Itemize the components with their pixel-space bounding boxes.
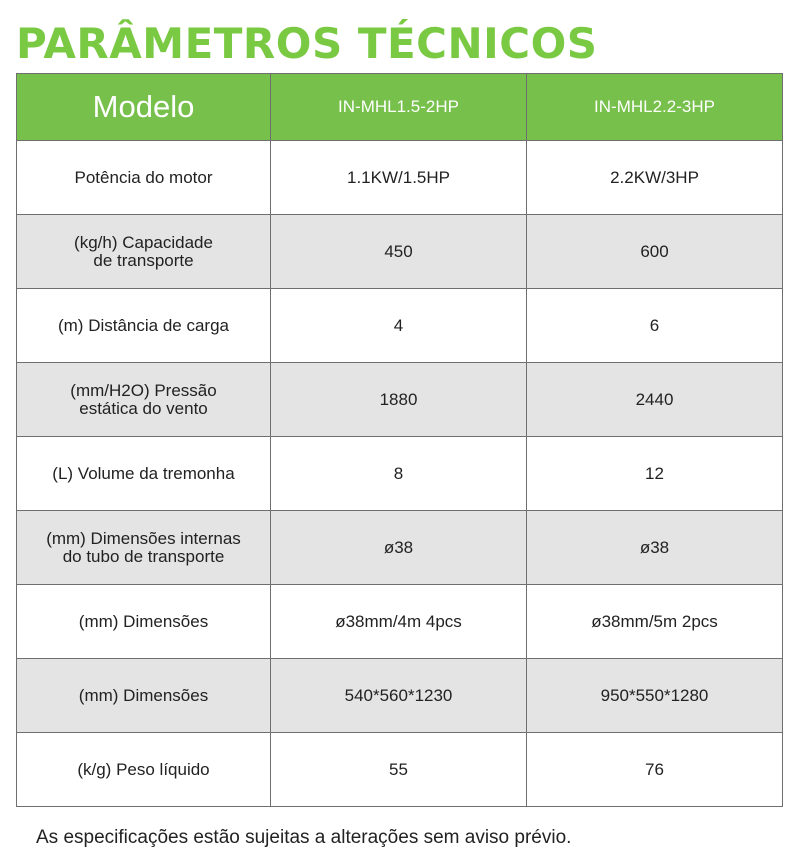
row-value: 76 — [527, 733, 783, 807]
row-value: 540*560*1230 — [271, 659, 527, 733]
row-value: 4 — [271, 289, 527, 363]
row-value: 12 — [527, 437, 783, 511]
table-row — [17, 437, 783, 511]
row-value: 600 — [527, 215, 783, 289]
table-row — [17, 363, 783, 437]
row-value: 6 — [527, 289, 783, 363]
table-row — [17, 511, 783, 585]
row-value: ø38 — [271, 511, 527, 585]
row-value: 950*550*1280 — [527, 659, 783, 733]
header-model-1: IN-MHL1.5-2HP — [271, 74, 527, 141]
header-model-2: IN-MHL2.2-3HP — [527, 74, 783, 141]
specs-table — [16, 73, 783, 807]
row-label: (mm) Dimensões internas do tubo de transporte — [17, 511, 271, 585]
row-label: Potência do motor — [17, 141, 271, 215]
row-value: 1880 — [271, 363, 527, 437]
page-title: PARÂMETROS TÉCNICOS — [16, 19, 598, 68]
row-value: 2.2KW/3HP — [527, 141, 783, 215]
row-label: (kg/h) Capacidade de transporte — [17, 215, 271, 289]
row-label: (mm) Dimensões — [17, 659, 271, 733]
row-value: 1.1KW/1.5HP — [271, 141, 527, 215]
header-model: Modelo — [17, 74, 271, 141]
row-label: (mm) Dimensões — [17, 585, 271, 659]
disclaimer-note: As especificações estão sujeitas a alterações sem aviso prévio. — [36, 827, 572, 848]
row-value: ø38mm/5m 2pcs — [527, 585, 783, 659]
row-value: 55 — [271, 733, 527, 807]
table-row — [17, 141, 783, 215]
row-value: ø38mm/4m 4pcs — [271, 585, 527, 659]
row-value: 2440 — [527, 363, 783, 437]
row-label: (k/g) Peso líquido — [17, 733, 271, 807]
row-label: (L) Volume da tremonha — [17, 437, 271, 511]
table-row — [17, 659, 783, 733]
row-value: 8 — [271, 437, 527, 511]
row-label: (mm/H2O) Pressão estática do vento — [17, 363, 271, 437]
table-header-row — [17, 74, 783, 141]
table-row — [17, 215, 783, 289]
table-row — [17, 733, 783, 807]
row-value: ø38 — [527, 511, 783, 585]
table-row — [17, 585, 783, 659]
row-value: 450 — [271, 215, 527, 289]
table-row — [17, 289, 783, 363]
row-label: (m) Distância de carga — [17, 289, 271, 363]
